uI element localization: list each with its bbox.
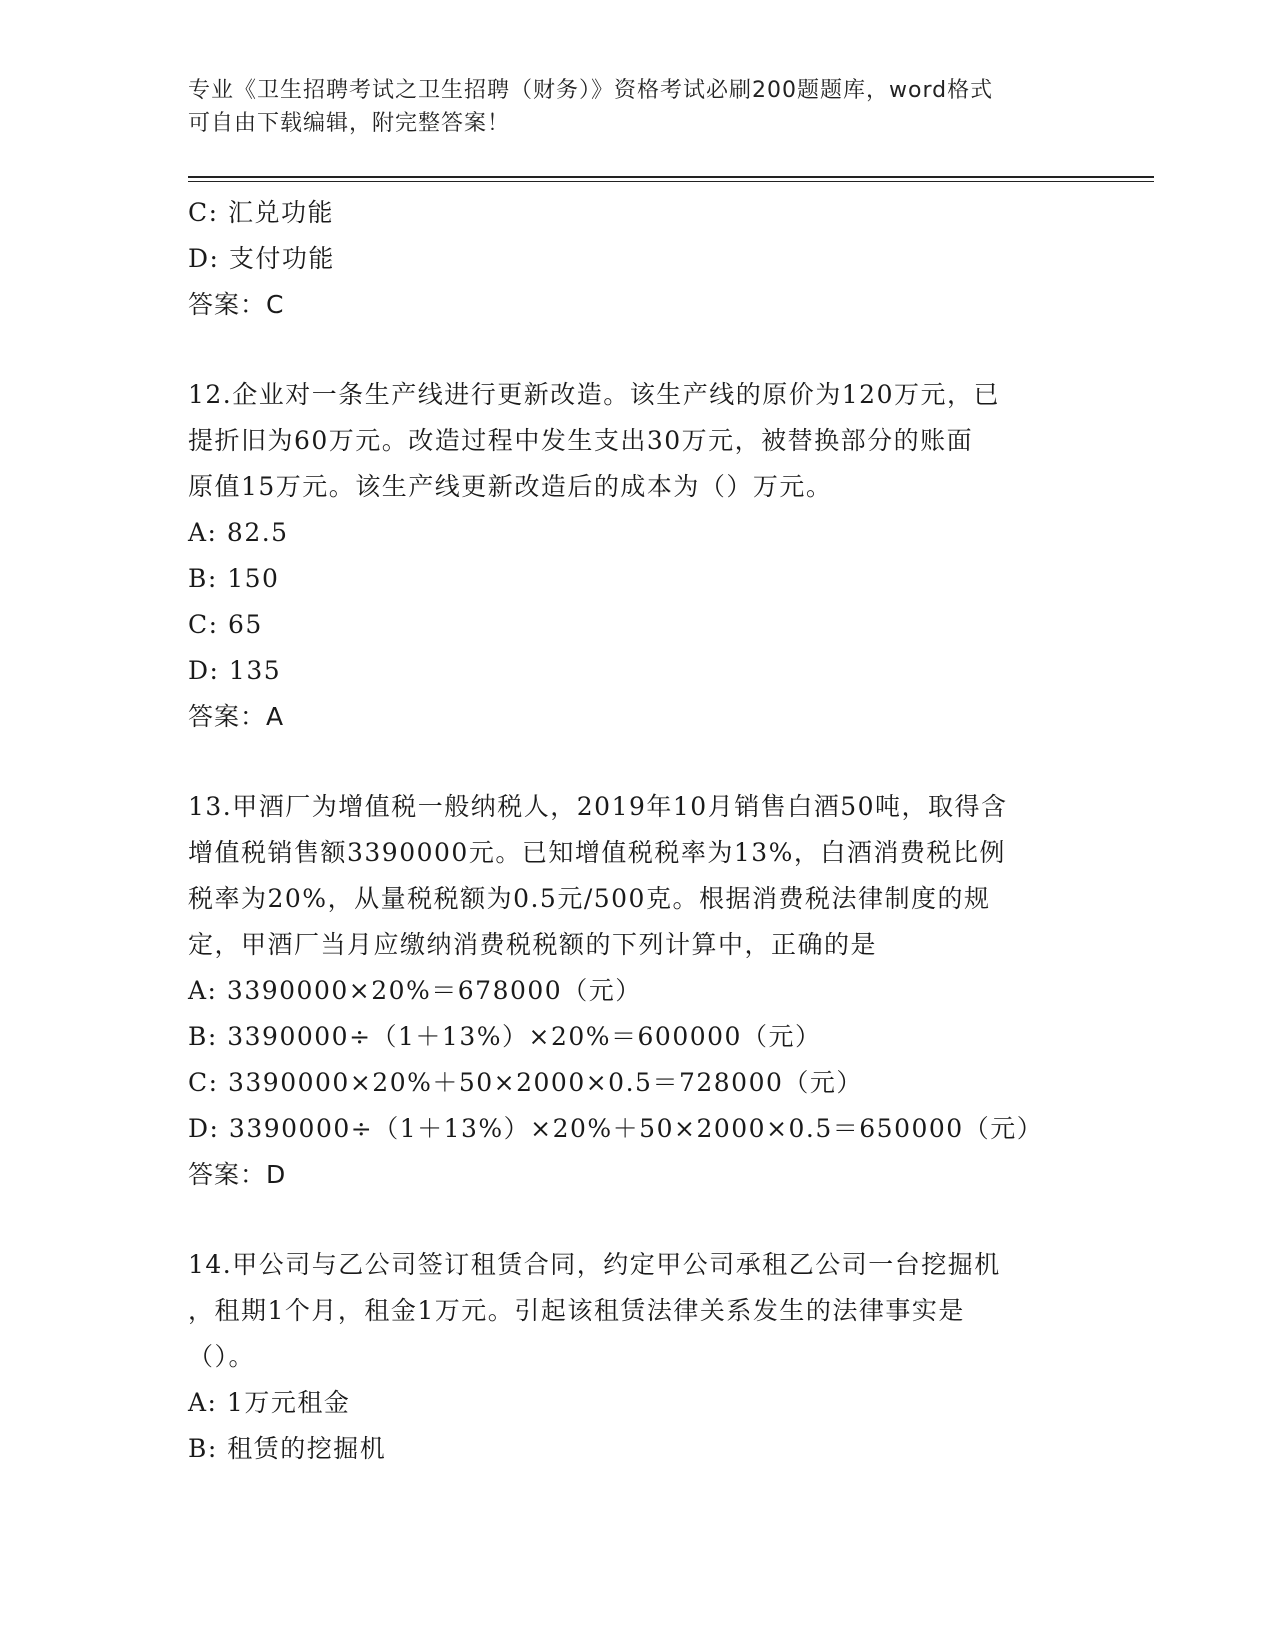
option-a: A: 3390000×20%＝678000（元） [188, 976, 642, 1005]
question-stem-line: 13.甲酒厂为增值税一般纳税人，2019年10月销售白酒50吨，取得含 [188, 792, 1008, 821]
option-d: D: 支付功能 [188, 244, 335, 273]
option-c: C: 3390000×20%＋50×2000×0.5＝728000（元） [188, 1068, 863, 1097]
option-a: A: 82.5 [188, 518, 289, 547]
option-d: D: 3390000÷（1＋13%）×20%＋50×2000×0.5＝650000（元） [188, 1114, 1044, 1143]
option-c: C: 汇兑功能 [188, 198, 334, 227]
question-11-tail [188, 190, 1088, 328]
option-d: D: 135 [188, 656, 282, 685]
question-13 [188, 784, 1088, 1198]
header-line-2: 可自由下载编辑，附完整答案！ [188, 111, 511, 136]
option-b: B: 3390000÷（1＋13%）×20%＝600000（元） [188, 1022, 822, 1051]
page-header [188, 74, 1068, 140]
header-divider-thin [188, 181, 1154, 182]
question-14 [188, 1242, 1088, 1472]
header-divider [188, 176, 1154, 178]
question-stem-line: ，租期1个月，租金1万元。引起该租赁法律关系发生的法律事实是 [188, 1296, 965, 1325]
question-stem-line: 原值15万元。该生产线更新改造后的成本为（）万元。 [188, 472, 833, 501]
option-b: B: 150 [188, 564, 280, 593]
answer-line: 答案：D [188, 1160, 287, 1189]
answer-line: 答案：A [188, 702, 285, 731]
answer-line: 答案：C [188, 290, 285, 319]
question-stem-line: 提折旧为60万元。改造过程中发生支出30万元，被替换部分的账面 [188, 426, 974, 455]
option-c: C: 65 [188, 610, 263, 639]
question-stem-line: 增值税销售额3390000元。已知增值税税率为13%，白酒消费税比例 [188, 838, 1006, 867]
option-b: B: 租赁的挖掘机 [188, 1434, 387, 1463]
question-stem-line: 税率为20%，从量税税额为0.5元/500克。根据消费税法律制度的规 [188, 884, 991, 913]
question-stem-line: 12.企业对一条生产线进行更新改造。该生产线的原价为120万元，已 [188, 380, 1000, 409]
option-a: A: 1万元租金 [188, 1388, 351, 1417]
question-stem-line: （）。 [188, 1342, 256, 1371]
question-stem-line: 14.甲公司与乙公司签订租赁合同，约定甲公司承租乙公司一台挖掘机 [188, 1250, 1001, 1279]
question-stem-line: 定，甲酒厂当月应缴纳消费税税额的下列计算中，正确的是 [188, 930, 878, 959]
question-12 [188, 372, 1088, 740]
header-line-1: 专业《卫生招聘考试之卫生招聘（财务）》资格考试必刷200题题库，word格式 [188, 78, 994, 103]
document-body [188, 190, 1088, 1472]
